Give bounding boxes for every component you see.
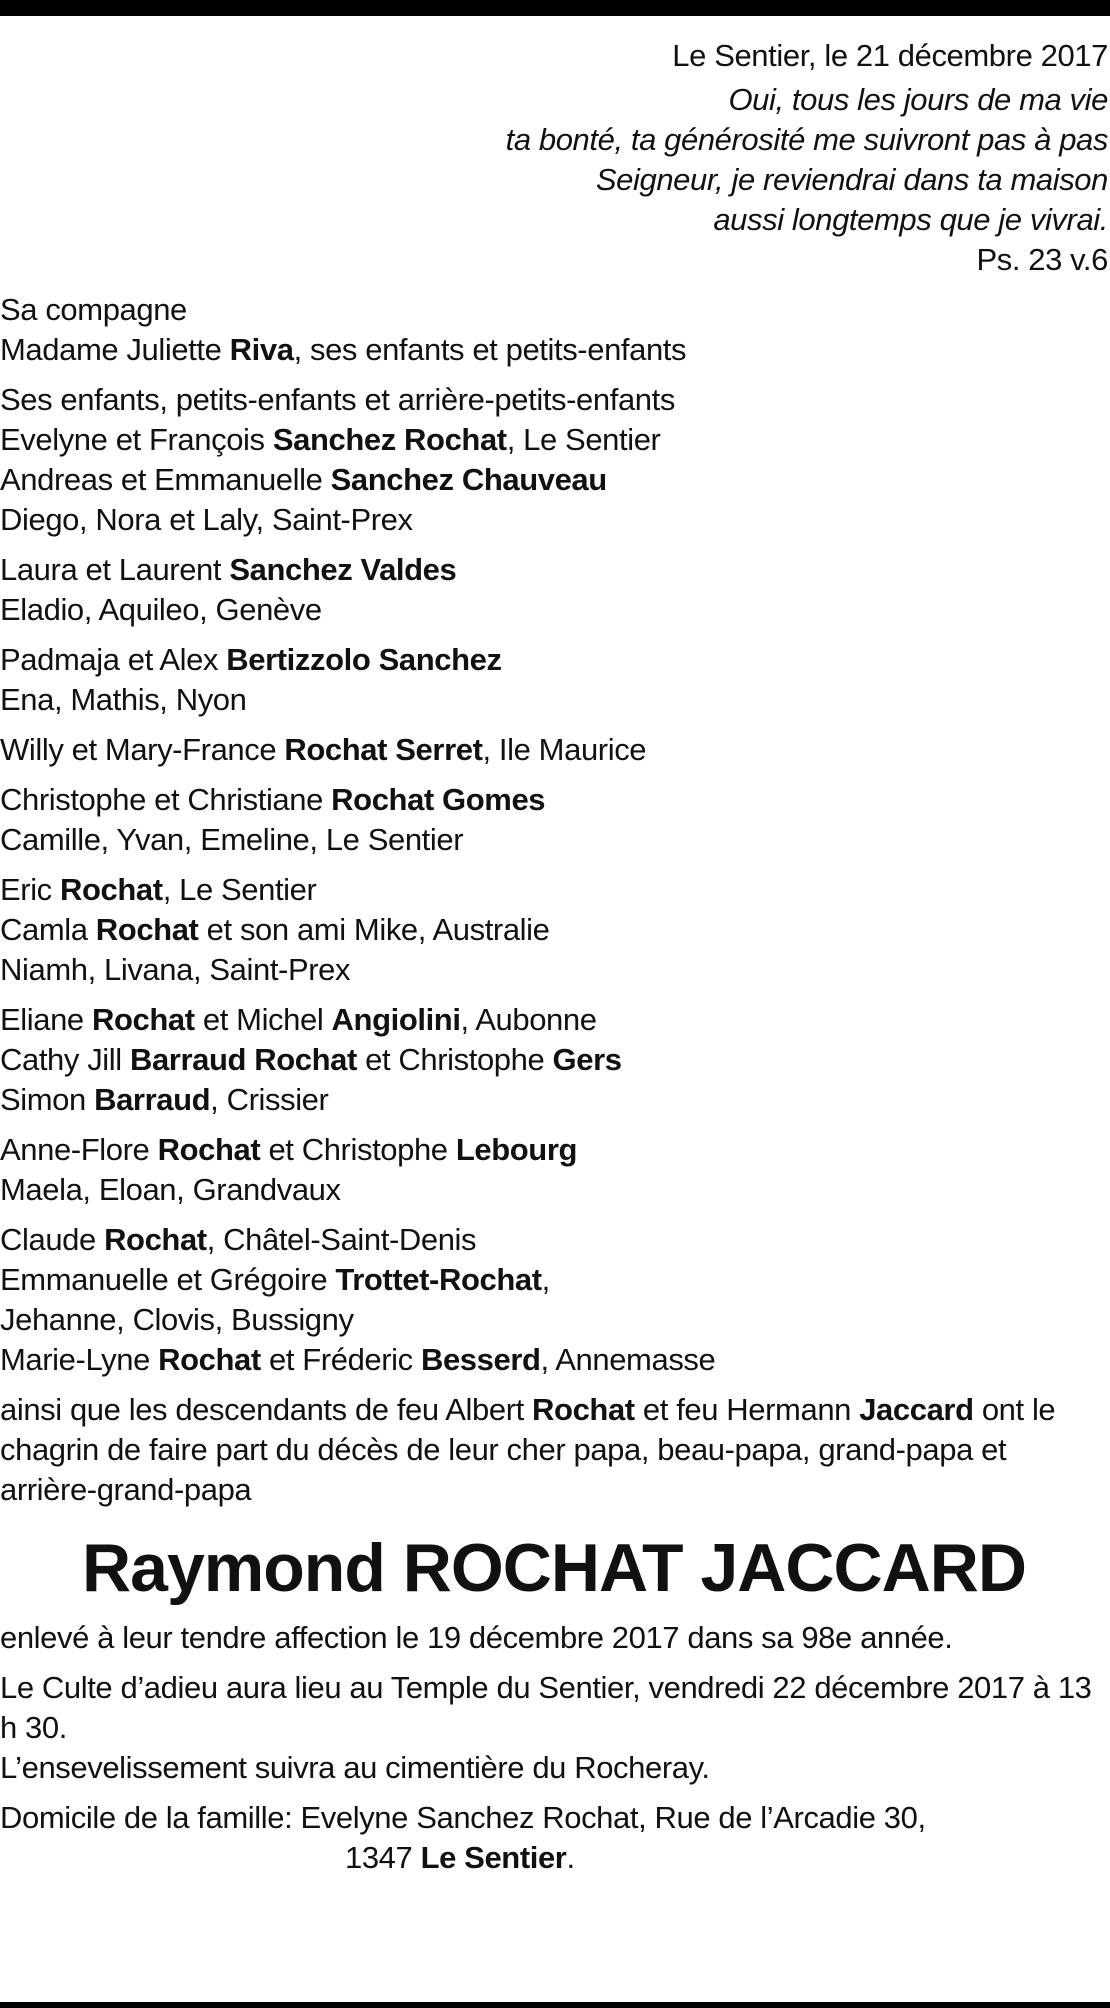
text: , Le Sentier — [162, 872, 317, 907]
surname: Gers — [552, 1042, 622, 1077]
text: ainsi que les descendants de feu Albert — [0, 1392, 533, 1427]
family-line: Sa compagne — [0, 292, 187, 327]
text: et son ami Mike, Australie — [198, 912, 550, 947]
surname: Trottet-Rochat — [335, 1262, 542, 1297]
surname: Rochat Serret — [284, 732, 483, 767]
family-line — [0, 640, 1108, 680]
closing-paragraph — [0, 1390, 1108, 1510]
text: Eric — [0, 872, 61, 907]
verse-line: Oui, tous les jours de ma vie — [728, 82, 1108, 117]
text: et Christophe — [356, 1042, 553, 1077]
family-line: Ses enfants, petits-enfants et arrière-petits-enfants — [0, 382, 675, 417]
service-info: Le Culte d’adieu aura lieu au Temple du Sentier, vendredi 22 décembre 2017 à 13 h 30. — [0, 1670, 1092, 1745]
family-group-children — [0, 380, 1108, 540]
text: Claude — [0, 1222, 105, 1257]
text: Anne-Flore — [0, 1132, 158, 1167]
text: Christophe et Christiane — [0, 782, 332, 817]
text: , Le Sentier — [506, 422, 661, 457]
obituary-notice — [0, 36, 1108, 1878]
surname: Jaccard — [859, 1392, 974, 1427]
surname: Rochat — [532, 1392, 635, 1427]
address-line — [0, 1838, 1108, 1878]
family-line — [0, 460, 1108, 500]
text: Laura et Laurent — [0, 552, 230, 587]
verse — [0, 80, 1108, 240]
family-line: Ena, Mathis, Nyon — [0, 682, 247, 717]
family-line — [0, 550, 1108, 590]
text: ont le chagrin de faire part du décès de leur cher papa, beau-papa, grand-papa et arrière-grand-papa — [0, 1392, 1056, 1507]
surname: Sanchez Chauveau — [330, 462, 607, 497]
deceased-name: Raymond ROCHAT JACCARD — [82, 1530, 1026, 1606]
surname: Barraud Rochat — [129, 1042, 357, 1077]
verse-line: aussi longtemps que je vivrai. — [713, 202, 1108, 237]
surname: Bertizzolo Sanchez — [226, 642, 502, 677]
text: 1347 — [345, 1840, 421, 1875]
surname: Angiolini — [331, 1002, 461, 1037]
text: , Ile Maurice — [482, 732, 647, 767]
surname: Rochat Gomes — [331, 782, 546, 817]
verse-reference: Ps. 23 v.6 — [976, 242, 1108, 277]
text: Simon — [0, 1082, 95, 1117]
family-group — [0, 1000, 1108, 1120]
text: , ses enfants et petits-enfants — [293, 332, 687, 367]
text: , Châtel-Saint-Denis — [206, 1222, 477, 1257]
text: Emmanuelle et Grégoire — [0, 1262, 336, 1297]
family-group — [0, 780, 1108, 860]
surname: Rochat — [104, 1222, 207, 1257]
family-group — [0, 1130, 1108, 1210]
family-group-companion — [0, 290, 1108, 370]
family-line: Maela, Eloan, Grandvaux — [0, 1172, 341, 1207]
family-line — [0, 1080, 1108, 1120]
burial-info: L’ensevelissement suivra au cimentière du Rocheray. — [0, 1750, 710, 1785]
surname: Rochat — [158, 1342, 261, 1377]
family-line: Jehanne, Clovis, Bussigny — [0, 1302, 354, 1337]
surname: Rochat — [157, 1132, 261, 1167]
family-line — [0, 1260, 1108, 1300]
family-line — [0, 1000, 1108, 1040]
family-line: Eladio, Aquileo, Genève — [0, 592, 322, 627]
surname: Sanchez Rochat — [272, 422, 507, 457]
text: , Aubonne — [460, 1002, 597, 1037]
family-line — [0, 1040, 1108, 1080]
text: . — [566, 1840, 575, 1875]
family-line — [0, 1220, 1108, 1260]
family-line — [0, 730, 1108, 770]
text: Eliane — [0, 1002, 92, 1037]
family-line — [0, 910, 1108, 950]
address-line: Domicile de la famille: Evelyne Sanchez Rochat, Rue de l’Arcadie 30, — [0, 1800, 926, 1835]
text: Evelyne et François — [0, 422, 273, 457]
bottom-rule — [0, 2002, 1110, 2008]
family-line — [0, 780, 1108, 820]
family-line — [0, 870, 1108, 910]
verse-line: Seigneur, je reviendrai dans ta maison — [595, 162, 1108, 197]
text: , — [541, 1262, 550, 1297]
family-group — [0, 550, 1108, 630]
surname: Barraud — [94, 1082, 211, 1117]
passing-statement: enlevé à leur tendre affection le 19 décembre 2017 dans sa 98e année. — [0, 1620, 953, 1655]
family-group — [0, 1220, 1108, 1380]
family-line — [0, 1340, 1108, 1380]
surname: Sanchez Valdes — [229, 552, 457, 587]
family-line: Camille, Yvan, Emeline, Le Sentier — [0, 822, 464, 857]
family-line: Diego, Nora et Laly, Saint-Prex — [0, 502, 413, 537]
text: Andreas et Emmanuelle — [0, 462, 331, 497]
family-group — [0, 640, 1108, 720]
surname: Rochat — [95, 912, 199, 947]
text: Marie-Lyne — [0, 1342, 159, 1377]
text: , Annemasse — [540, 1342, 716, 1377]
text: et Christophe — [260, 1132, 456, 1167]
text: Cathy Jill — [0, 1042, 130, 1077]
text: Madame Juliette — [0, 332, 230, 367]
text: , Crissier — [210, 1082, 329, 1117]
family-group — [0, 730, 1108, 770]
text: Camla — [0, 912, 96, 947]
family-line: Niamh, Livana, Saint-Prex — [0, 952, 351, 987]
surname: Rochat — [60, 872, 163, 907]
text: Willy et Mary-France — [0, 732, 285, 767]
surname: Besserd — [420, 1342, 541, 1377]
verse-line: ta bonté, ta générosité me suivront pas à pas — [505, 122, 1108, 157]
top-rule — [0, 0, 1110, 16]
surname: Lebourg — [455, 1132, 578, 1167]
surname: Riva — [229, 332, 294, 367]
text: Padmaja et Alex — [0, 642, 227, 677]
text: et Michel — [194, 1002, 332, 1037]
surname: Rochat — [92, 1002, 195, 1037]
family-line — [0, 420, 1108, 460]
family-group — [0, 870, 1108, 990]
place-date: Le Sentier, le 21 décembre 2017 — [672, 38, 1108, 73]
locality: Le Sentier — [420, 1840, 567, 1875]
text: et feu Hermann — [634, 1392, 860, 1427]
family-line — [0, 330, 1108, 370]
family-line — [0, 1130, 1108, 1170]
family-address — [0, 1798, 1108, 1878]
text: et Fréderic — [260, 1342, 421, 1377]
